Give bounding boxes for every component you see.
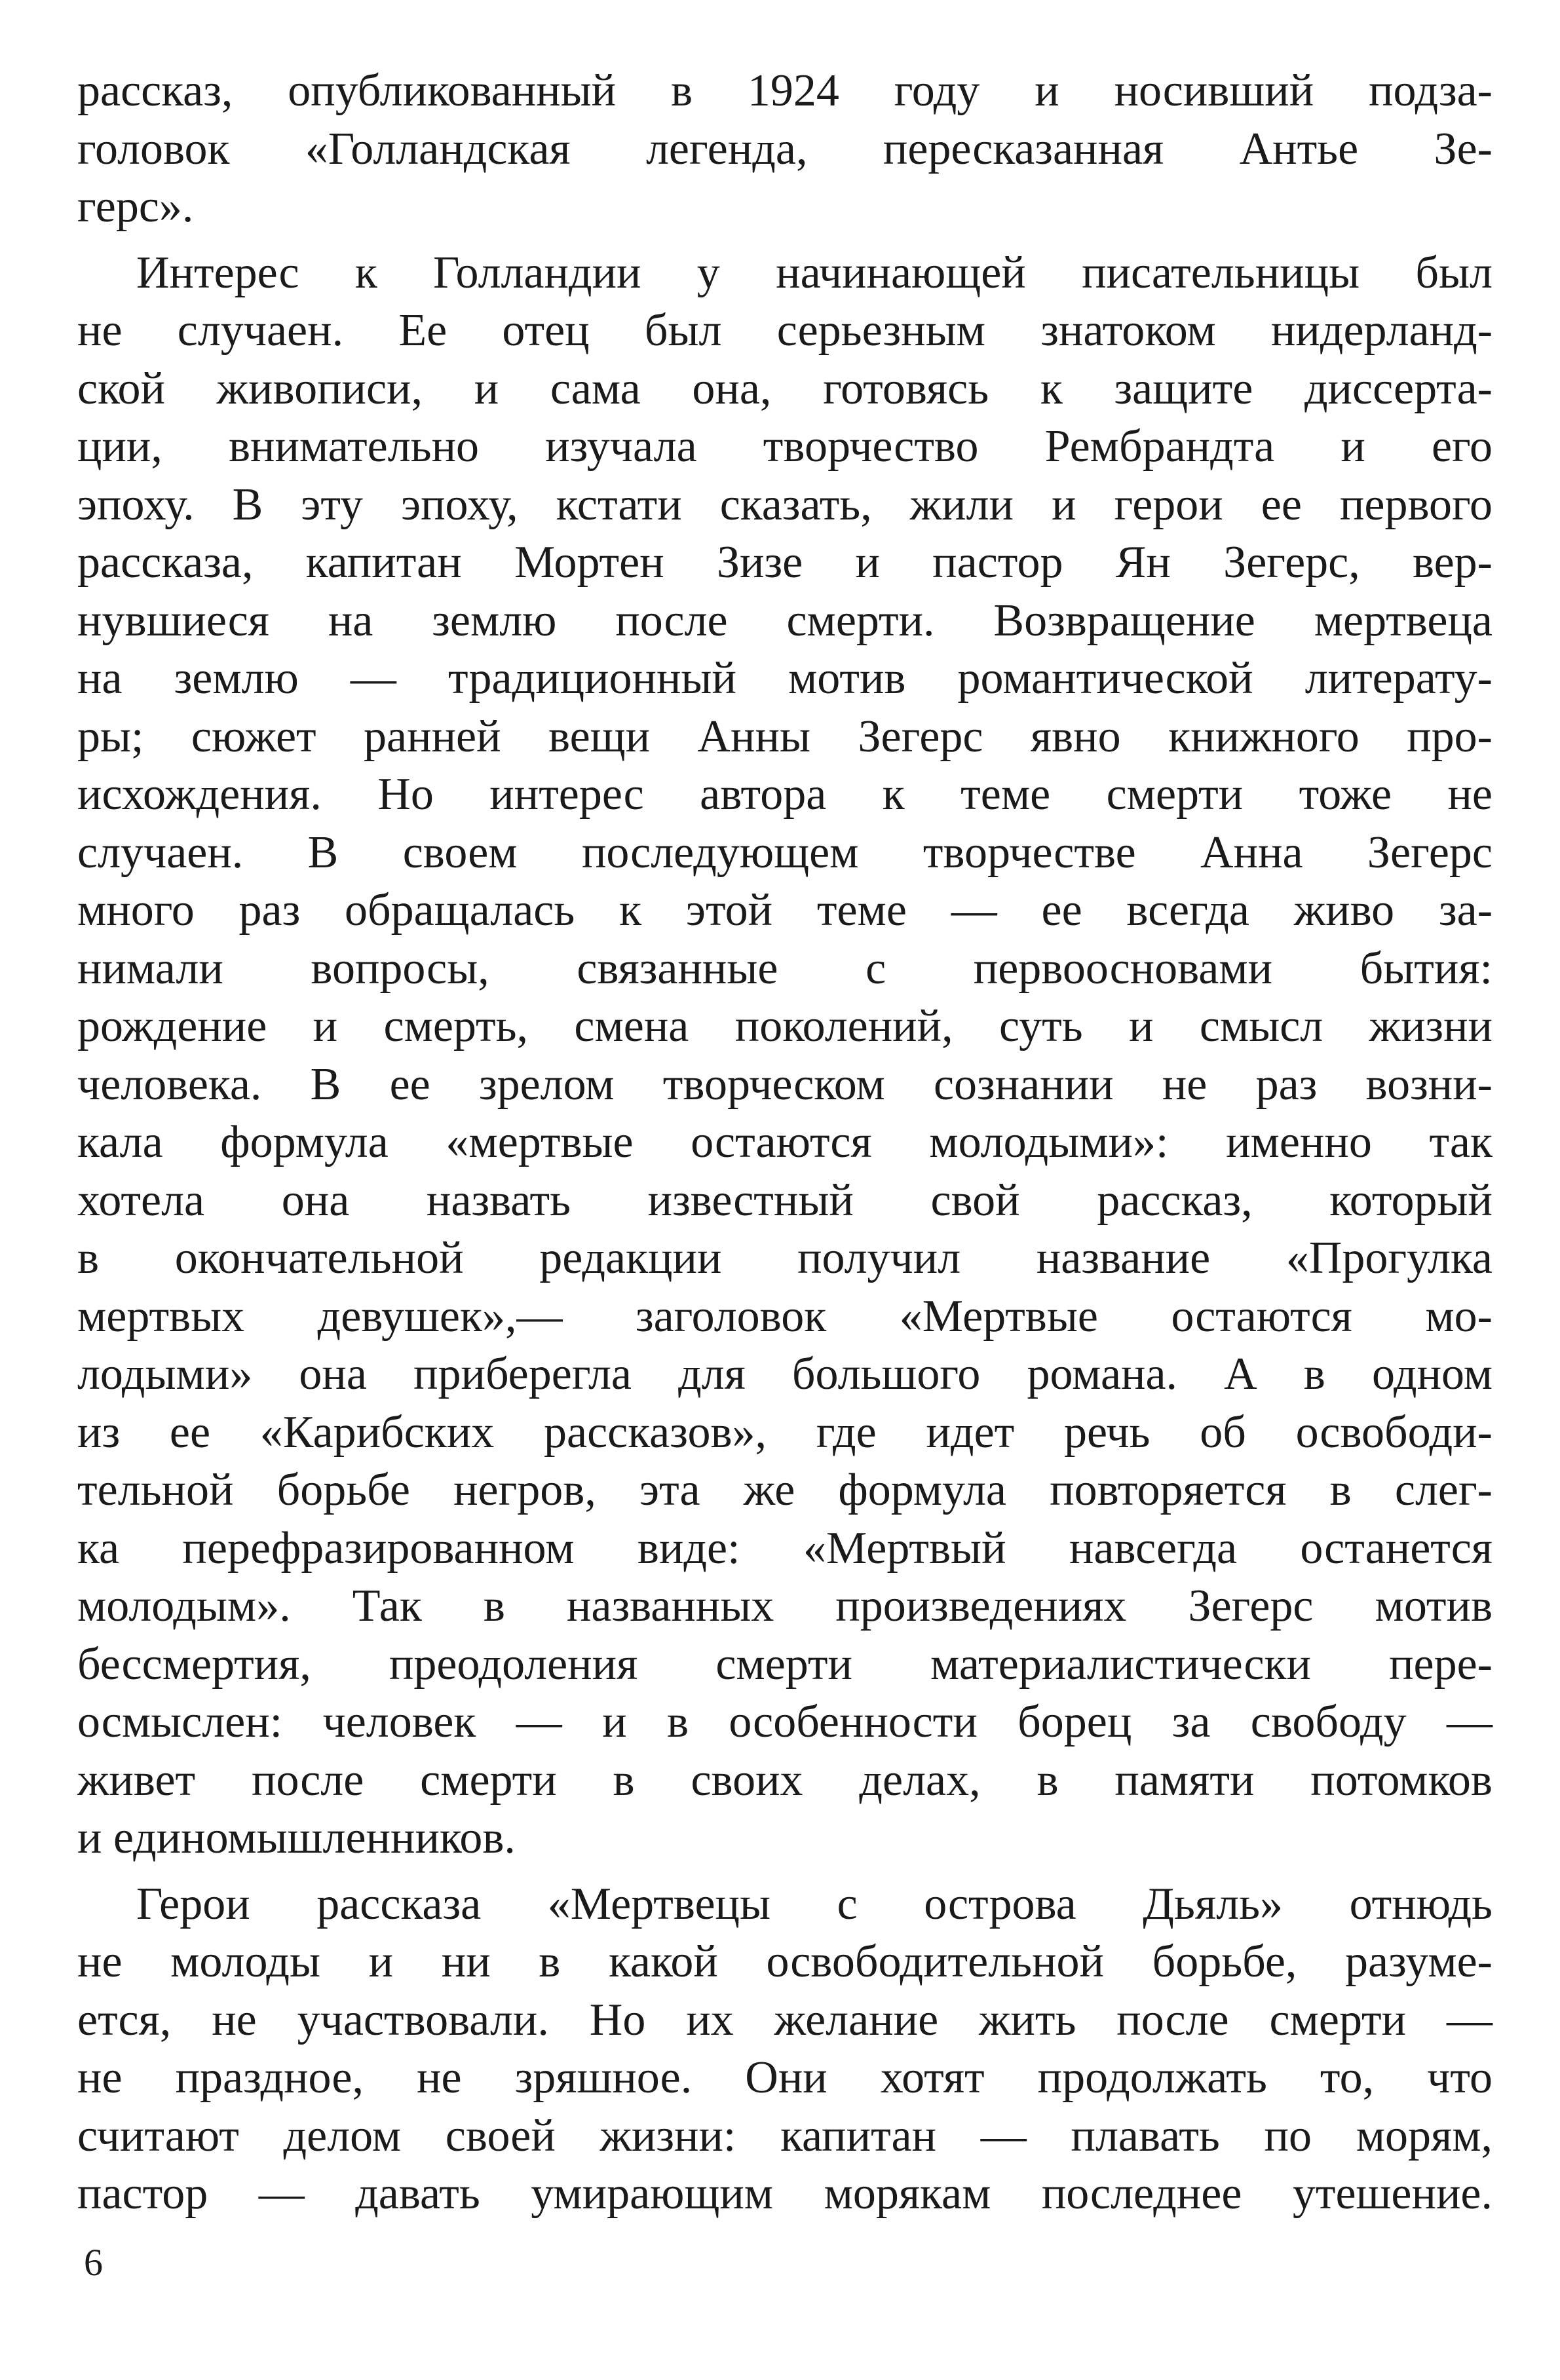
- text-line: Интерес к Голландии у начинающей писательницы был: [136, 247, 1493, 298]
- text-line: молодым». Так в названных произведениях Зегерс мотив: [77, 1581, 1493, 1631]
- text-line: рассказа, капитан Мортен Зизе и пастор Ян Зегерс, вер-: [77, 537, 1493, 588]
- text-line: и единомышленников.: [77, 1813, 516, 1863]
- text-line: лодыми» она приберегла для большого романа. А в одном: [77, 1349, 1493, 1399]
- page-number: 6: [84, 2241, 103, 2284]
- text-line: осмыслен: человек — и в особенности борец за свободу —: [77, 1697, 1493, 1747]
- text-line: нимали вопросы, связанные с первоосновами бытия:: [77, 943, 1493, 994]
- text-line: не молоды и ни в какой освободительной борьбе, разуме-: [77, 1936, 1493, 1987]
- text-line: тельной борьбе негров, эта же формула повторяется в слег-: [77, 1465, 1493, 1515]
- text-line: кала формула «мертвые остаются молодыми»: именно так: [77, 1117, 1493, 1167]
- text-line: из ее «Карибских рассказов», где идет речь об освободи-: [77, 1407, 1493, 1458]
- text-line: ции, внимательно изучала творчество Рембрандта и его: [77, 421, 1493, 472]
- text-line: на землю — традиционный мотив романтической литерату-: [77, 653, 1493, 704]
- text-line: рассказ, опубликованный в 1924 году и носивший подза-: [77, 66, 1493, 116]
- text-line: нувшиеся на землю после смерти. Возвращение мертвеца: [77, 595, 1493, 646]
- text-line: ры; сюжет ранней вещи Анны Зегерс явно книжного про-: [77, 711, 1493, 762]
- text-line: ской живописи, и сама она, готовясь к защите диссерта-: [77, 363, 1493, 414]
- paragraph-1: [77, 62, 1493, 236]
- text-line: головок «Голландская легенда, пересказанная Антье Зе-: [77, 123, 1493, 174]
- text-line: бессмертия, преодоления смерти материалистически пере-: [77, 1638, 1493, 1690]
- text-line: в окончательной редакции получил название «Прогулка: [77, 1233, 1493, 1283]
- text-line: эпоху. В эту эпоху, кстати сказать, жили и герои ее первого: [77, 479, 1493, 530]
- text-line: случаен. В своем последующем творчестве Анна Зегерс: [77, 827, 1493, 878]
- text-line: Герои рассказа «Мертвецы с острова Дьяль» отнюдь: [136, 1878, 1493, 1929]
- paragraph-2: [77, 244, 1493, 1868]
- text-line: считают делом своей жизни: капитан — плавать по морям,: [77, 2110, 1493, 2161]
- page-body: [77, 62, 1493, 2223]
- text-line: не случаен. Ее отец был серьезным знатоком нидерланд-: [77, 305, 1493, 356]
- text-line: не праздное, не зряшное. Они хотят продолжать то, что: [77, 2052, 1493, 2103]
- text-line: рождение и смерть, смена поколений, суть и смысл жизни: [77, 1001, 1493, 1051]
- text-line: герс».: [77, 181, 194, 232]
- paragraph-3: [77, 1876, 1493, 2223]
- text-line: живет после смерти в своих делах, в памяти потомков: [77, 1754, 1493, 1805]
- text-line: человека. В ее зрелом творческом сознании не раз возни-: [77, 1059, 1493, 1110]
- text-line: ется, не участвовали. Но их желание жить после смерти —: [77, 1994, 1493, 2045]
- text-line: пастор — давать умирающим морякам последнее утешение.: [77, 2168, 1493, 2219]
- text-line: ка перефразированном виде: «Мертвый навсегда останется: [77, 1522, 1493, 1574]
- text-line: мертвых девушек»,— заголовок «Мертвые остаются мо-: [77, 1291, 1493, 1342]
- text-line: много раз обращалась к этой теме — ее всегда живо за-: [77, 885, 1493, 935]
- text-line: хотела она назвать известный свой рассказ, который: [77, 1175, 1493, 1226]
- text-line: исхождения. Но интерес автора к теме смерти тоже не: [77, 769, 1493, 820]
